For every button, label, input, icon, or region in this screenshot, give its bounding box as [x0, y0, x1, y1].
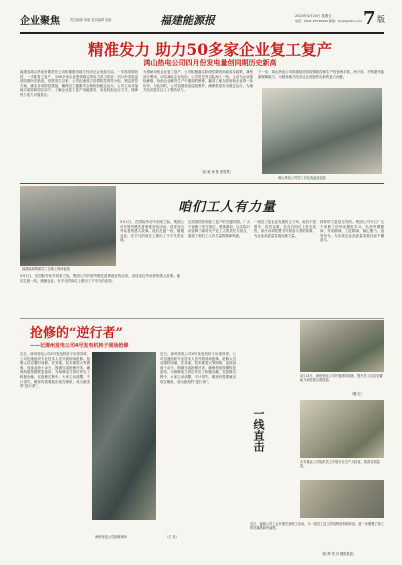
photo-news-byline-1: （魏 宏） [350, 392, 364, 396]
photo-news-caption-3: 近日，福能公司工会开展关爱职工活动，为一线员工送上防疫物资和慰问品，进一步增强了职工的归属感和幸福感。 [250, 522, 384, 531]
feature-photo [20, 186, 116, 266]
photo-news-image-1 [300, 320, 384, 372]
lead-headline: 精准发力 助力50多家企业复工复产 [88, 40, 332, 59]
relay-byline: （王 亮） [165, 535, 179, 539]
lead-subheadline: 鸿山热电公司四月份发电量创同期历史新高 [143, 58, 277, 67]
masthead [20, 10, 384, 34]
lead-body-mid: 为帮助用热企业复工复产，公司积极落实阶段性降低用能成本政策，减免部分费用，切实减轻企业负担。公司党员突击队深入一线，主动为企业排忧解难，协助企业解决生产中遇到的困难，赢得了地方政府和企业的一致好评。与此同时，公司加强设备巡检维护，确保机组安全稳定运行，为地方经济复苏注入了强劲动力。 [143, 70, 253, 93]
page-number: 7 [363, 8, 376, 29]
date-line: 2020年4月24日 星期五 [295, 14, 332, 18]
section-divider-1 [20, 183, 384, 184]
lead-byline: （阮 敏 杨 栋 张思思） [200, 170, 233, 174]
feature-body-lower: 5月1日，在国际劳动节到来之际，集团公司开展劳模先进事迹宣传活动，讲述身边劳动者的感人故事。他们扎根一线，兢兢业业，在平凡的岗位上做出了不平凡的业绩。 [20, 274, 180, 283]
lead-body-left: 福建省鸿山热电有限责任公司积极服务地方经济社会发展大局，一手抓疫情防控，一手抓复工复产，为50多家企业提供稳定的电力热力供应，四月份发电量创同期历史新高。疫情发生以来，公司迅速成立疫情防控领导小组，制定防控方案，落实各项防控措施，确保员工健康安全和机组稳定运行。公司主动对接地方政府和园区用户，了解企业复工复产用能需求，优化机组运行方式，保障热力电力可靠供应。 [20, 70, 138, 97]
lead-photo-caption: 鸿山热电公司员工在仪表盘前巡检 [278, 176, 326, 180]
lead-body-right: 下一步，鸿山热电公司将继续坚持疫情防控和生产经营两手抓、两不误，不断提升能源保障能力，为服务地方经济社会发展作出新的更大贡献。 [258, 70, 384, 79]
page-label: 版 [377, 15, 385, 24]
photo-news-banner: 一线直击 [252, 408, 265, 452]
section-divider-2 [20, 318, 384, 319]
feature-photo-caption: 福建能源集团员工在施工现场奋战 [22, 267, 70, 271]
masthead-rule [20, 32, 384, 34]
relay-subheadline: ——记漳州发电公司4号发电机转子现场抢修 [30, 343, 129, 349]
feature-body-col3: 一线员工是企业发展的主力军。他们不畏艰辛，攻坚克难，在各自岗位上发光发热，用汗水和智慧书写着奋斗者的故事，为企业高质量发展贡献力量。 [254, 220, 316, 238]
lead-photo [262, 88, 382, 174]
relay-body-2: 近日，漳州发电公司4号发电机转子出现异常，公司迅速组织专业技术人员开展现场抢修。抢修人员克服时间紧、任务重、技术难度大等困难，连续奋战十余天，圆满完成抢修任务，确保机组按期恢复备用，为保障电力供应作出了积极贡献。在抢修过程中，大家主动请缨，不计得失，哪里有需要就出现在哪里，成为最美的“逆行者”。 [160, 352, 236, 384]
relay-body: 近日，漳州发电公司4号发电机转子出现异常，公司迅速组织专业技术人员开展现场抢修。抢修人员克服时间紧、任务重、技术难度大等困难，连续奋战十余天，圆满完成抢修任务，确保机组按期恢复备用，为保障电力供应作出了积极贡献。在抢修过程中，大家主动请缨，不计得失，哪里有需要就出现在哪里，成为最美的“逆行者”。 [20, 352, 90, 389]
relay-photo-caption: 漳州发电公司抢修现场 [95, 535, 127, 539]
photo-news-caption-1: 4月13日，漳州发电公司开展消防演练，提升员工应急处置能力和自救互救技能。 [300, 374, 383, 383]
feature-body-col1: 5月1日，在国际劳动节到来之际，集团公司开展劳模先进事迹宣传活动，讲述身边劳动者的感人故事。他们扎根一线，兢兢业业，在平凡的岗位上做出了不平凡的业绩。 [120, 220, 184, 243]
paper-name: 福建能源报 [160, 14, 215, 27]
photo-news-image-3 [300, 480, 384, 518]
contact-line: 电话：0591-87530990 邮箱：fjnyb@163.com [295, 19, 362, 23]
feature-banner: 咱们工人有力量 [178, 200, 277, 215]
section-editor: 责任编辑 刘丽 美术编辑 刘丽 [70, 18, 112, 22]
photo-news-byline-2: （陈 辉 郑 舟 摄影报道） [320, 552, 356, 556]
feature-body-col4: 榜样的力量是无穷的。集团公司号召广大干部职工向劳动模范学习，弘扬劳模精神、劳动精神、工匠精神，凝心聚力，奋发有为，为实现企业高质量发展目标不懈奋斗。 [320, 220, 384, 243]
photo-news-image-2 [300, 400, 384, 458]
photo-news-caption-2: 永安煤业公司组织员工开展安全生产大检查，排查各类隐患。 [300, 460, 380, 469]
section-title: 企业聚焦 [20, 16, 60, 27]
relay-photo [92, 352, 156, 520]
relay-headline: 抢修的“逆行者” [30, 326, 123, 341]
feature-body-col2: 在疫情防控和复工复产的关键时期，广大干部职工坚守岗位、勇挑重担，以实际行动诠释了新时代产业工人的责任与担当，展现了咱们工人有力量的精神风貌。 [188, 220, 250, 238]
